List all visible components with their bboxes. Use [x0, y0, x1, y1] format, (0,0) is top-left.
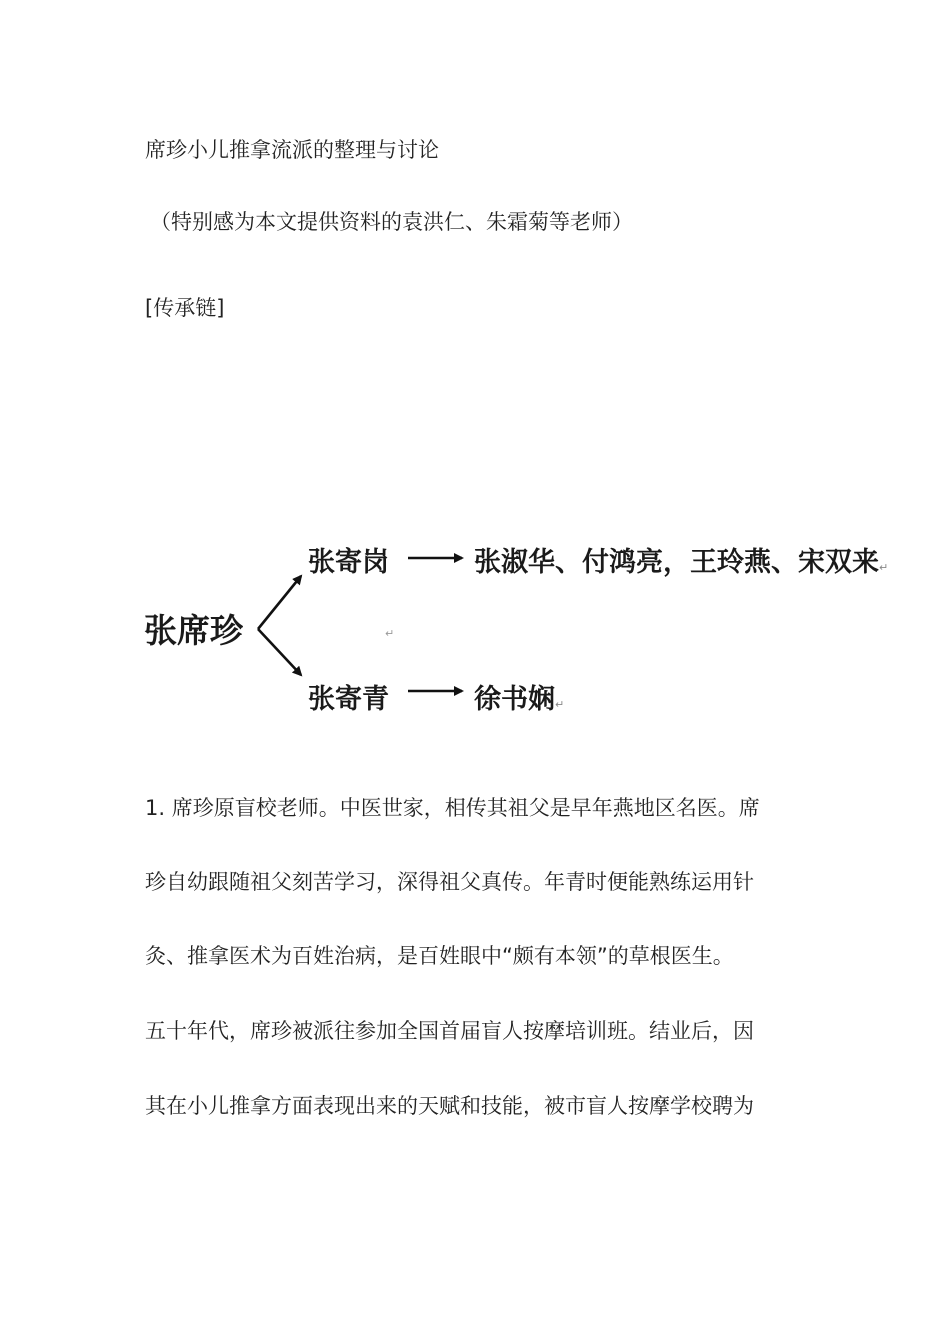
lineage-root: 张席珍 — [144, 611, 243, 650]
lineage-students-2 — [474, 677, 564, 716]
branch-arrow-down — [258, 629, 301, 675]
section-label: [传承链] — [145, 296, 225, 320]
lineage-students-2-text: 徐书娴 — [474, 684, 555, 715]
lineage-students-1-text: 张淑华、付鸿亮，王玲燕、宋双来 — [474, 547, 879, 578]
body-line: 珍自幼跟随祖父刻苦学习，深得祖父真传。年青时便能熟练运用针 — [145, 870, 754, 894]
body-line: 五十年代，席珍被派往参加全国首届盲人按摩培训班。结业后，因 — [145, 1019, 754, 1043]
acknowledgement-note: （特别感为本文提供资料的袁洪仁、朱霜菊等老师） — [150, 210, 633, 234]
body-line: 其在小儿推拿方面表现出来的天赋和技能，被市盲人按摩学校聘为 — [145, 1094, 754, 1118]
lineage-teacher-1: 张寄岗 — [308, 547, 389, 578]
branch-arrow-up — [258, 576, 301, 629]
lineage-diagram — [140, 525, 950, 725]
body-line: 灸、推拿医术为百姓治病，是百姓眼中“颇有本领”的草根医生。 — [145, 944, 734, 968]
document-title: 席珍小儿推拿流派的整理与讨论 — [145, 138, 439, 162]
return-mark: ↵ — [385, 627, 395, 640]
body-line: 1. 席珍原盲校老师。中医世家，相传其祖父是早年燕地区名医。席 — [145, 796, 760, 820]
return-mark: ↵ — [555, 698, 565, 711]
lineage-teacher-2: 张寄青 — [308, 684, 389, 715]
lineage-students-1 — [474, 540, 888, 579]
return-mark: ↵ — [879, 561, 889, 574]
